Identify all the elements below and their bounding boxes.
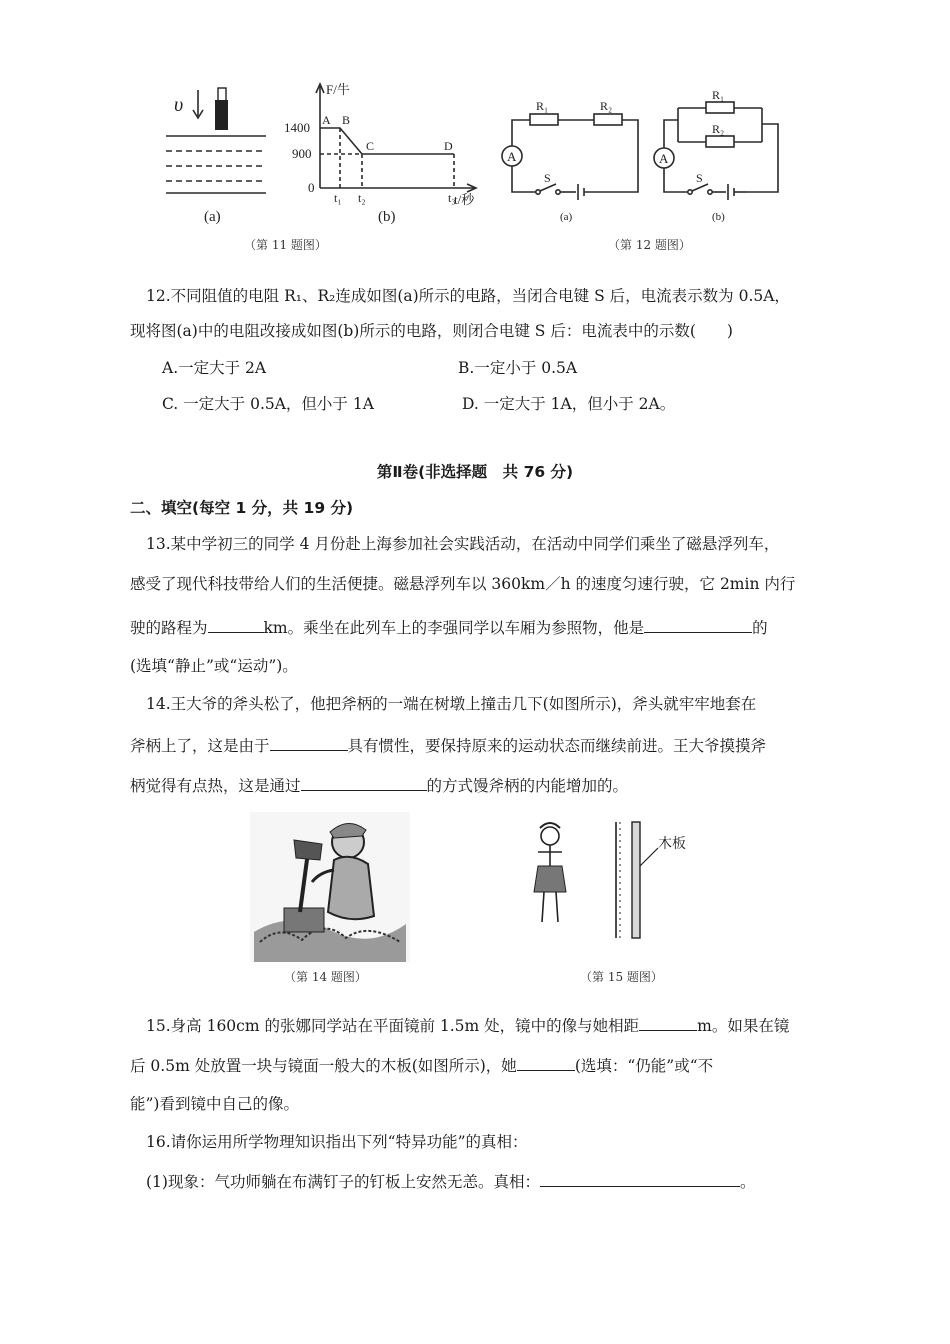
velocity-label: υ	[174, 94, 184, 116]
q12-option-c: C. 一定大于 0.5A，但小于 1A	[162, 395, 374, 413]
switch-contact-1	[688, 190, 692, 194]
figure-12b	[650, 88, 790, 228]
q15-text-a: 后 0.5m 处放置一块与镜面一般大的木板(如图所示)，她	[130, 1057, 517, 1075]
switch-label: S	[544, 171, 551, 185]
tree-stump	[284, 908, 324, 932]
resistor-r2	[706, 136, 734, 147]
wire-left-bottom	[664, 168, 688, 192]
board-pointer	[640, 848, 658, 866]
wooden-board	[632, 822, 640, 938]
q12-line-1: 12.不同阻值的电阻 R₁、R₂连成如图(a)所示的电路，当闭合电键 S 后，电流表示数为 0.5A，	[146, 287, 790, 305]
switch-blade	[692, 184, 708, 191]
figure-11a	[160, 78, 280, 228]
q12-option-d: D. 一定大于 1A，但小于 2A。	[462, 395, 676, 413]
fig11b-label: (b)	[378, 209, 396, 225]
fig12b-label: (b)	[712, 211, 725, 223]
switch-contact-2	[556, 190, 560, 194]
q16-line-1: 16.请你运用所学物理知识指出下列“特异功能”的真相：	[146, 1133, 528, 1151]
fig11-caption: （第 11 题图）	[244, 238, 327, 252]
q16-line-2	[146, 1168, 755, 1194]
figure-12a	[500, 88, 650, 228]
r2-label: R₂	[600, 99, 613, 113]
q15-line-3: 能”)看到镜中自己的像。	[130, 1095, 299, 1113]
t3-label: t₃	[448, 191, 456, 205]
y-axis-label: F/牛	[326, 82, 350, 97]
axe-head	[294, 840, 322, 860]
switch-contact-2	[708, 190, 712, 194]
q13-blank-distance[interactable]	[208, 614, 264, 633]
q15-text-b: (选填：“仍能”或“不	[574, 1057, 714, 1075]
q14-line-2	[130, 732, 766, 758]
part-2-heading: 二、填空(每空 1 分，共 19 分)	[130, 499, 354, 517]
fig15-caption: （第 15 题图）	[580, 970, 663, 984]
q12-line-2: 现将图(a)中的电阻改接成如图(b)所示的电路，则闭合电键 S 后：电流表中的示数( )	[130, 322, 733, 340]
r1-label: R₁	[712, 88, 725, 102]
wire-left-top	[512, 120, 530, 146]
section-2-title: 第Ⅱ卷(非选择题 共 76 分)	[376, 463, 574, 481]
ammeter-label: A	[659, 151, 669, 166]
q16-text-b: 。	[739, 1173, 756, 1191]
fig12-caption: （第 12 题图）	[608, 238, 691, 252]
q13-line-4: (选填“静止”或“运动”)。	[130, 657, 298, 675]
point-b: B	[342, 113, 351, 127]
switch-label: S	[696, 171, 703, 185]
girl-head	[541, 827, 559, 845]
q12-option-b: B.一定小于 0.5A	[458, 359, 578, 377]
girl-skirt	[534, 866, 566, 892]
q13-blank-state[interactable]	[644, 614, 752, 633]
point-a: A	[322, 113, 331, 127]
q13-text-a: 驶的路程为	[130, 619, 208, 637]
q15-text-b: m。如果在镜	[697, 1017, 790, 1035]
point-c: C	[366, 139, 375, 153]
q14-line-3	[130, 772, 628, 798]
q14-text-b: 的方式馒斧柄的内能增加的。	[426, 777, 629, 795]
point-d: D	[444, 139, 453, 153]
wire-left-bottom	[512, 166, 536, 192]
q15-line-2	[130, 1052, 713, 1078]
q13-line-1: 13.某中学初三的同学 4 月份赴上海参加社会实践活动，在活动中同学们乘坐了磁悬浮列车，	[146, 535, 780, 553]
q13-line-2: 感受了现代科技带给人们的生活便捷。磁悬浮列车以 360km／h 的速度匀速行驶，它 2min 内行	[130, 575, 796, 593]
q13-text-c: 的	[752, 619, 768, 637]
q13-line-3	[130, 614, 768, 640]
q15-blank-see[interactable]	[517, 1052, 575, 1071]
y-tick-1400: 1400	[284, 120, 310, 135]
x-axis-label: t/秒	[454, 192, 475, 207]
fig12a-label: (a)	[560, 211, 573, 223]
resistor-r2	[594, 114, 622, 125]
switch-blade	[540, 184, 556, 191]
t1-label: t₁	[334, 191, 342, 205]
falling-block	[215, 100, 228, 130]
q14-blank-object[interactable]	[270, 732, 348, 751]
switch-contact-1	[536, 190, 540, 194]
girl-leg-right	[556, 892, 558, 922]
figure-14-illustration	[250, 812, 410, 962]
wire-right	[602, 120, 638, 192]
q14-text-b: 具有惯性，要保持原来的运动状态而继续前进。王大爷摸摸斧	[347, 737, 767, 755]
q12-option-a: A.一定大于 2A	[162, 359, 267, 377]
r1-label: R₁	[536, 99, 549, 113]
q14-text-a: 斧柄上了，这是由于	[130, 737, 270, 755]
q14-line-1: 14.王大爷的斧头松了，他把斧柄的一端在树墩上撞击几下(如图所示)，斧头就牢牢地套在	[146, 695, 757, 713]
wire-left-top	[664, 120, 678, 148]
figure-11b	[278, 78, 488, 228]
origin-label: 0	[308, 180, 315, 195]
axe-handle	[218, 88, 226, 102]
fig11a-label: (a)	[204, 209, 221, 225]
r2-label: R₂	[712, 122, 725, 136]
q16-blank-truth[interactable]	[540, 1168, 740, 1187]
t2-label: t₂	[358, 191, 366, 205]
q15-blank-distance[interactable]	[639, 1012, 697, 1031]
resistor-r1	[706, 102, 734, 113]
board-label: 木板	[658, 837, 686, 852]
q14-blank-method[interactable]	[301, 772, 427, 791]
q15-text-a: 15.身高 160cm 的张娜同学站在平面镜前 1.5m 处，镜中的像与她相距	[146, 1017, 640, 1035]
figure-15-illustration	[520, 818, 710, 946]
q13-text-b: km。乘坐在此列车上的李强同学以车厢为参照物，他是	[263, 619, 645, 637]
ammeter-label: A	[507, 149, 517, 164]
man-body	[328, 857, 374, 919]
girl-leg-left	[542, 892, 544, 922]
q16-text-a: (1)现象：气功师躺在布满钉子的钉板上安然无恙。真相：	[146, 1173, 540, 1191]
resistor-r1	[530, 114, 558, 125]
fig14-caption: （第 14 题图）	[284, 970, 367, 984]
q14-text-a: 柄觉得有点热，这是通过	[130, 777, 301, 795]
y-tick-900: 900	[292, 146, 312, 161]
q15-line-1	[146, 1012, 789, 1038]
